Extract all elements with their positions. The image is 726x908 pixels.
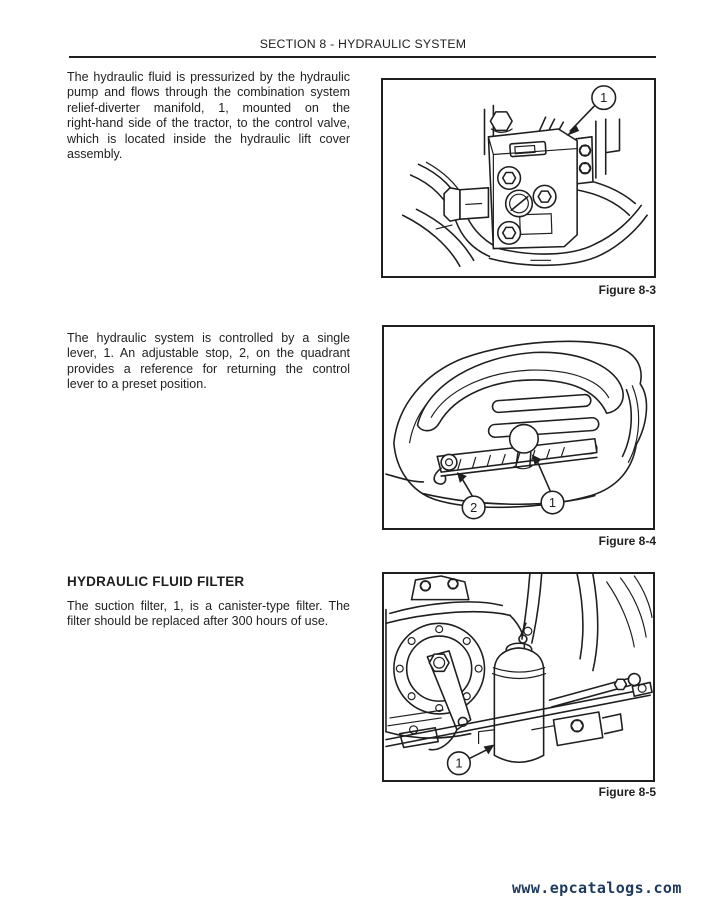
figure-8-4 [382,325,655,530]
text-line: which is located inside the hydraulic lift cover [67,131,350,146]
right-side-body [577,574,652,671]
text-line: lever to a preset position. [67,377,207,392]
header-rule [69,56,656,58]
quadrant-drawing [384,327,653,528]
callout-2-label: 2 [470,499,478,515]
figure-8-5 [382,572,655,782]
text-line: The suction filter, 1, is a canister-type filter. The [67,599,350,613]
right-bracket [576,119,619,184]
text-line: lever, 1. An adjustable stop, 2, on the quadrant [67,346,350,361]
figure-8-3-caption: Figure 8-3 [598,283,656,297]
callout-1 [448,745,495,775]
text-line: assembly. [67,147,123,162]
callout-1 [566,86,615,136]
top-bracket [412,576,469,600]
paragraph-filter [67,599,350,630]
watermark-link[interactable]: www.epcatalogs.com [512,879,682,897]
text-line: The hydraulic fluid is pressurized by the hydraulic [67,70,350,84]
figure-8-3 [381,78,656,278]
manifold-block [488,129,577,249]
section-heading-hydraulic-fluid-filter: HYDRAULIC FLUID FILTER [67,574,245,589]
page-header-title: SECTION 8 - HYDRAULIC SYSTEM [259,37,467,51]
boss-fitting [444,188,488,221]
text-line: relief-diverter manifold, 1, mounted on the [67,100,350,115]
text-line: right-hand side of the tractor, to the control valve, [67,116,350,131]
text-line: The hydraulic system is controlled by a single [67,331,350,345]
callout-1-label: 1 [600,90,608,106]
pipes [522,574,542,643]
text-line: pump and flows through the combination system [67,85,350,100]
manifold-drawing [383,80,654,276]
filter-canister [492,623,545,762]
text-line: provides a reference for returning the control [67,361,350,376]
text-line: filter should be replaced after 300 hours of use. [67,614,329,629]
callout-1-label: 1 [455,755,463,771]
filter-drawing [384,574,653,780]
paragraph-control-lever [67,331,350,393]
callout-1-label: 1 [548,494,557,510]
paragraph-manifold [67,70,350,162]
figure-8-4-caption: Figure 8-4 [598,534,656,548]
figure-8-5-caption: Figure 8-5 [598,785,656,799]
